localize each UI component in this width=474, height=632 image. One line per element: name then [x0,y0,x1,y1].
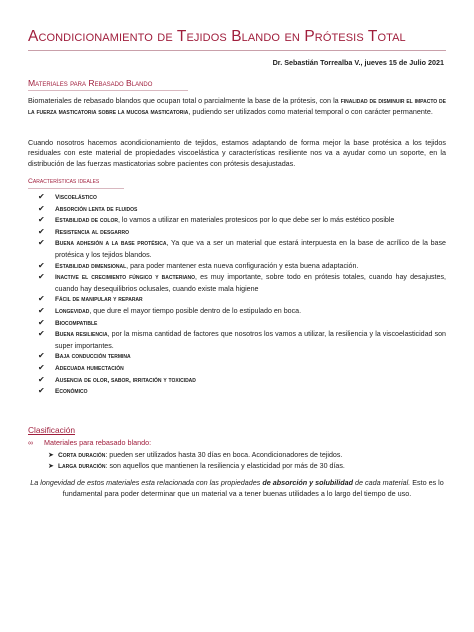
paragraph-emphasis: finalidad de disminuir el impacto de la fuerza masticatoria sobre la mucosa masticatoria [28,98,446,117]
characteristic-term: Estabilidad dimensional [55,262,127,270]
list-item [28,261,446,273]
list-item [28,227,446,239]
characteristic-text: , por la misma cantidad de factores que nosotros los vamos a utilizar, la resiliencia y la viscoelasticidad son super importantes. [55,330,447,350]
arrow-bullet-icon: ➤ [48,463,54,470]
characteristic-term: Biocompatible [55,319,98,327]
check-icon: ✔ [38,272,45,282]
list-item [28,306,446,318]
characteristic-term: Resistencia al desgarro [55,228,129,236]
ideal-characteristics-list [28,192,446,398]
check-icon: ✔ [38,305,45,315]
characteristic-term: Longevidad [55,307,90,315]
paragraph-text: , pudiendo ser utilizados como material temporal o con carácter permanente. [188,107,433,117]
sub-item-text: : son aquellos que mantienen la resiliencia y elasticidad por más de 30 días. [105,462,345,470]
infinity-bullet-icon: ∞ [28,438,34,447]
list-item [28,318,446,330]
check-icon: ✔ [38,215,45,225]
characteristic-term: Estabilidad de color [55,217,118,225]
characteristic-text: , Ya que va a ser un material que estará interpuesta en la base de acrílico de la base protésica y los tejidos blandos. [55,239,446,259]
classification-group-label: Materiales para rebasado blando: [44,438,152,447]
sub-item-term: Larga duración [58,463,106,470]
title-divider [28,50,446,51]
characteristic-text: , para poder mantener esta nueva configuración y esta buena adaptación. [126,261,359,270]
characteristic-term: Absorción lenta de fluidos [55,205,138,213]
paragraph-text: Biomateriales de rebasado blandos que ocupan total o parcialmente la base de la prótesis, con la [28,96,341,105]
check-icon: ✔ [38,294,45,304]
check-icon: ✔ [38,238,45,248]
characteristic-text: , lo vamos a utilizar en materiales protesicos por lo que debe ser lo más estético posible [117,216,395,225]
check-icon: ✔ [38,351,45,361]
characteristic-term: Adecuada humectación [55,364,124,372]
section-heading-ideal: Características ideales [28,178,100,185]
paragraph-definition [28,96,446,119]
check-icon: ✔ [38,362,45,372]
check-icon: ✔ [38,203,45,213]
check-icon: ✔ [38,317,45,327]
classification-group [28,438,151,447]
list-item [48,461,345,472]
list-item [28,375,446,387]
page-title: Acondicionamiento de Tejidos Blando en Prótesis Total [28,28,406,45]
list-item [28,329,446,351]
check-icon: ✔ [38,386,45,396]
characteristic-text: , es muy importante, sobre todo en prótesis totales, cuando hay desajustes, cuando hay desequilibrios oclusales, cuando existe mala higiene [55,273,446,293]
check-icon: ✔ [38,192,45,201]
check-icon: ✔ [38,260,45,270]
section-heading-underline [28,90,188,91]
section-heading-materiales: Materiales para Rebasado Blando [28,78,153,88]
characteristic-text: , que dure el mayor tiempo posible dentro de lo estipulado en boca. [89,306,302,315]
author-line: Dr. Sebastián Torrealba V., jueves 15 de Julio 2021 [272,58,444,67]
list-item [28,204,446,216]
characteristic-term: Buena adhesión a la base protésica [55,240,167,248]
arrow-bullet-icon: ➤ [48,452,54,459]
characteristic-term: Inactive el crecimiento fúngico y bacteriano [55,274,195,282]
section-heading-clasificacion: Clasificación [28,425,76,435]
characteristic-term: Ausencia de olor, sabor, irritación y toxicidad [55,376,196,384]
check-icon: ✔ [38,226,45,236]
list-item [28,351,446,363]
section-heading-underline [28,188,124,189]
check-icon: ✔ [38,329,45,339]
list-item [28,238,446,260]
note-text: de cada material. [353,478,411,487]
list-item [28,363,446,375]
sub-item-text: : pueden ser utilizados hasta 30 días en boca. Acondicionadores de tejidos. [105,451,343,459]
characteristic-term: Económico [55,388,88,396]
note-text: Esto es lo fundamental para poder determinar que un material va a tener buenas utilidades a lo largo del tiempo de uso. [62,478,444,498]
note-emphasis: de absorción y solubilidad [262,478,354,487]
paragraph-explanation: Cuando nosotros hacemos acondicionamiento de tejidos, estamos adaptando de forma mejor la base protésica a los tejidos residuales con este material de propiedades viscoelástica y características resiliente nos va a ayudar como un soporte, en la distribución de las fuerzas masticatorias sobre pacientes con prótesis desajustadas. [28,138,446,168]
check-icon: ✔ [38,374,45,384]
list-item [28,386,446,398]
list-item [28,294,446,306]
list-item [28,215,446,227]
characteristic-term: Baja conducción termina [55,353,131,361]
list-item [28,192,446,204]
characteristic-term: Viscoelástico [55,194,97,201]
list-item [28,272,446,294]
sub-item-term: Corta duración [58,452,106,459]
note-paragraph [28,478,446,499]
list-item [48,450,342,461]
note-text: La longevidad de estos materiales esta relacionada con las propiedades [30,478,263,487]
characteristic-term: Buena resiliencia [55,331,108,339]
characteristic-term: Fácil de manipular y reparar [55,296,143,304]
